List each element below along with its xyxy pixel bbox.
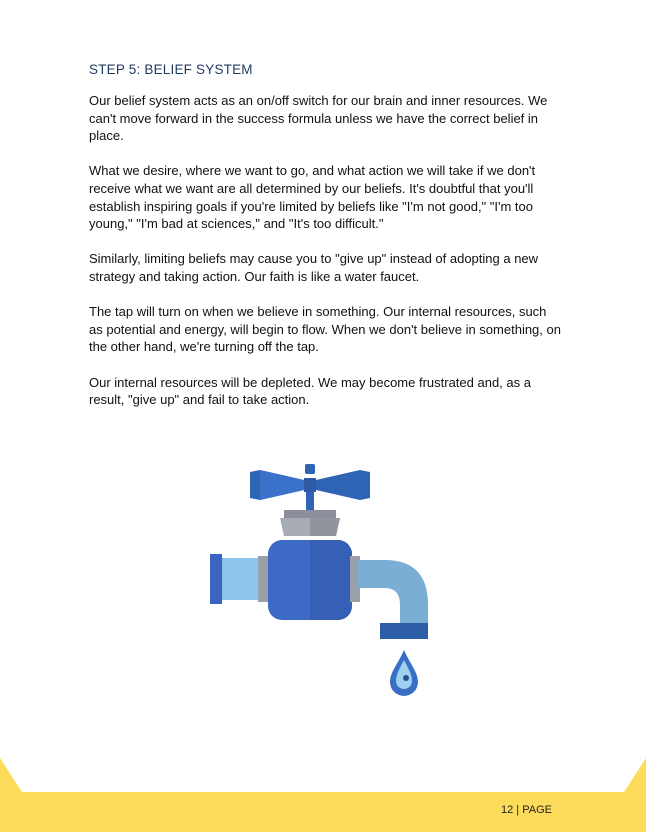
paragraph: What we desire, where we want to go, and what action we will take if we don't receive what we want are all determined by our beliefs. It's doubtful that you'll establish inspiring goals if you're limited by beliefs like "I'm not good," "I'm too young," "I'm bad at sciences," and "It's too difficult.": [89, 163, 536, 232]
paragraph: Similarly, limiting beliefs may cause you to "give up" instead of adopting a new strategy and taking action. Our faith is like a water faucet.: [89, 251, 539, 284]
paragraph: Our internal resources will be depleted. We may become frustrated and, as a result, "give up" and fail to take action.: [89, 374, 531, 408]
paragraph: The tap will turn on when we believe in something. Our internal resources, such as potential and energy, will begin to flow. When we don't believe in something, on the other hand, we're turning off the tap.: [89, 304, 561, 355]
page-number: 12 | PAGE: [501, 804, 552, 816]
body-text: [89, 92, 561, 426]
paragraph: Our belief system acts as an on/off switch for our brain and inner resources. We can't move forward in the success formula unless we have the correct belief in place.: [89, 93, 548, 144]
footer-band: [0, 740, 646, 832]
page-heading: STEP 5: BELIEF SYSTEM: [89, 62, 253, 77]
water-faucet-icon: [200, 460, 440, 700]
